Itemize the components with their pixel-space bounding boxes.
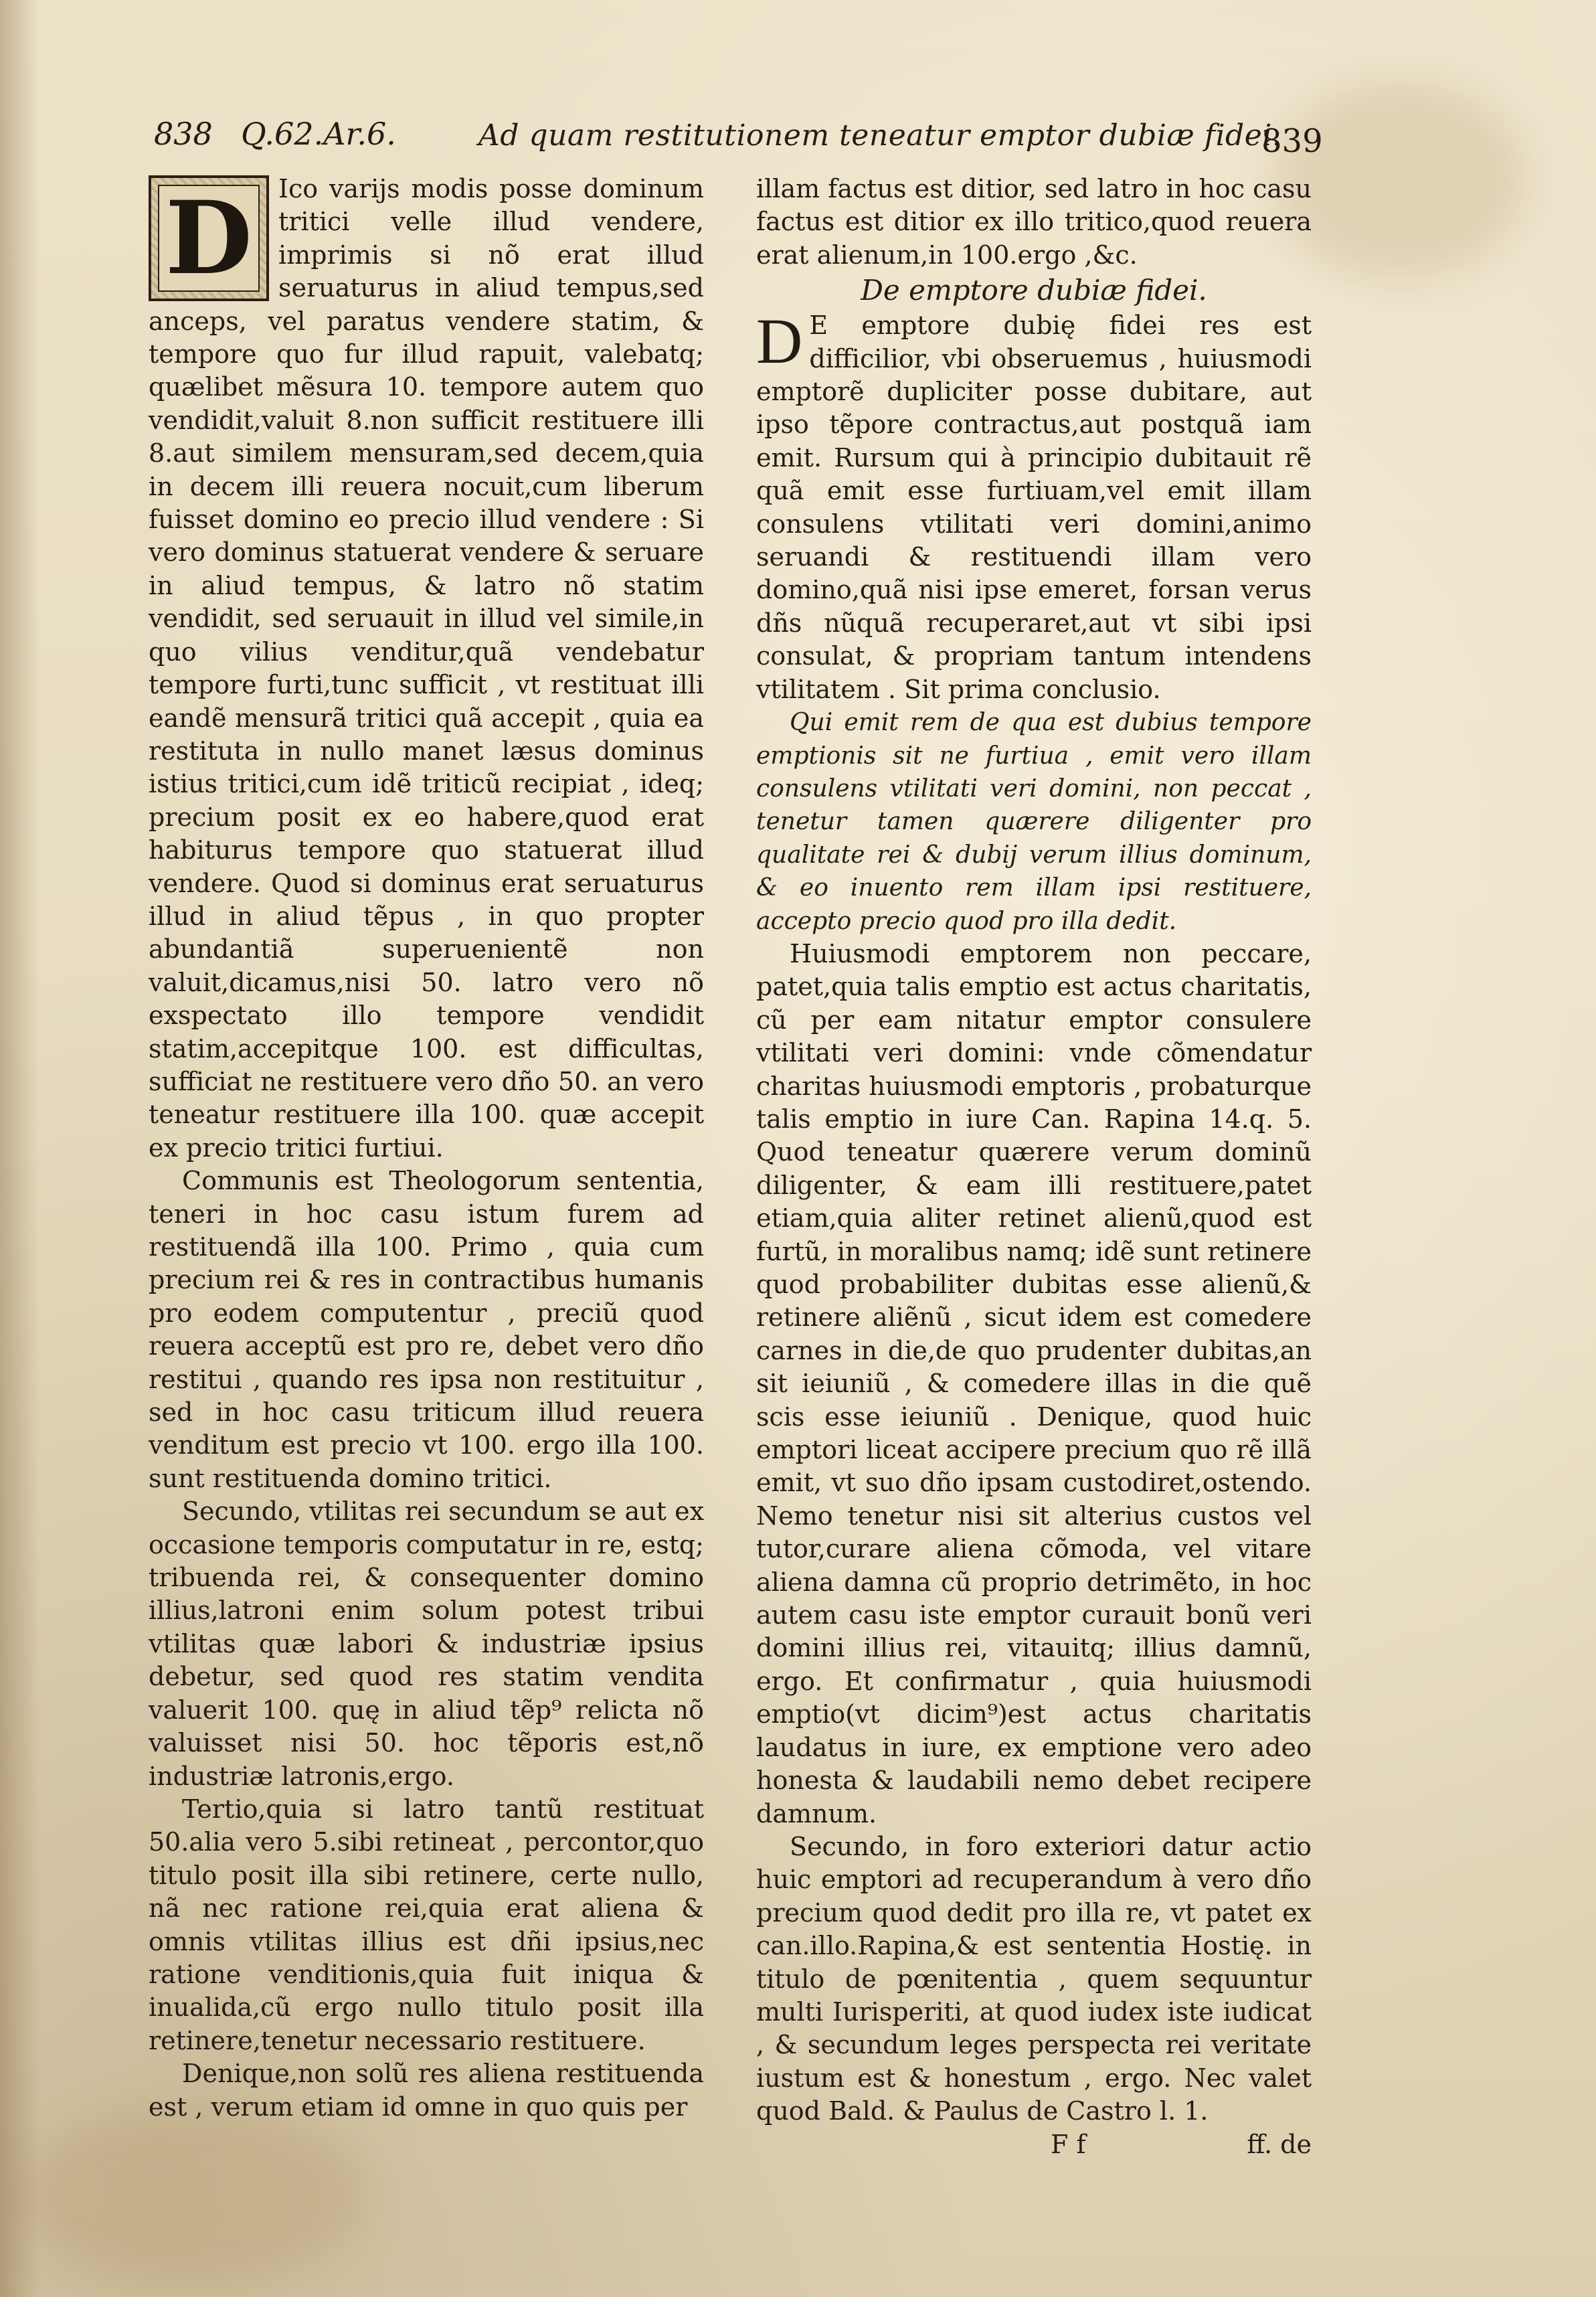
right-column bbox=[756, 173, 1312, 2161]
right-page-number: 839 bbox=[1261, 122, 1323, 160]
conclusion-statement: Qui emit rem de qua est dubius tempore emptionis sit ne furtiua , emit vero illam consulens vtilitati veri domini, non peccat , tenetur tamen quærere diligenter pro qualitate rei & dubij verum illius dominum, & eo inuento rem illam ipsi restituere, accepto precio quod pro illa dedit. bbox=[756, 709, 1312, 935]
catchword: ff. de bbox=[1247, 2129, 1312, 2159]
article-reference: Q.62.Ar.6. bbox=[241, 116, 396, 152]
opening-paragraph bbox=[149, 173, 704, 1165]
signature-mark: F f bbox=[1051, 2129, 1086, 2159]
page-footer bbox=[756, 2128, 1312, 2161]
paragraph: Huiusmodi emptorem non peccare, patet,quia talis emptio est actus charitatis, cũ per eam nitatur emptor consulere vtilitati veri domini: vnde cõmendatur charitas huiusmodi emptoris , probaturque talis emptio in iure Can. Rapina 14.q. 5. Quod teneatur quærere verum dominũ diligenter, & eam illi restituere,patet etiam,quia aliter retinet alienũ,quod est furtũ, in moralibus namq; idẽ sunt retinere quod probabiliter dubitas esse alienũ,& retinere aliẽnũ , sicut idem est comedere carnes in die,de quo prudenter dubitas,an sit ieiuniũ , & comedere illas in die quẽ scis esse ieiuniũ . Denique, quod huic emptori liceat accipere precium quo rẽ illã emit, vt suo dño ipsam custodiret,ostendo. Nemo tenetur nisi sit alterius custos vel tutor,curare aliena cõmoda, vel vitare aliena damna cũ proprio detrimẽto, in hoc autem casu iste emptor curauit bonũ veri domini illius rei, vitauitq; illius damnũ, ergo. Et confirmatur , quia huiusmodi emptio(vt dicim⁹)est actus charitatis laudatus in iure, ex emptione vero adeo honesta & laudabili nemo debet recipere damnum. bbox=[756, 938, 1312, 1828]
running-head bbox=[154, 110, 1323, 164]
paragraph: Denique,non solũ res aliena restituenda est , verum etiam id omne in quo quis per bbox=[149, 2059, 704, 2122]
page-gutter-shadow bbox=[0, 0, 40, 2297]
paragraph: Secundo, in foro exteriori datur actio huic emptori ad recuperandum à vero dño precium quod dedit pro illa re, vt patet ex can.illo.Rapina,& est sententia Hostię. in titulo de pœnitentia , quem sequuntur multi Iurisperiti, at quod iudex iste iudicat , & secundum leges perspecta rei veritate iustum est & honestum , ergo. Nec valet quod Bald. & Paulus de Castro l. 1. bbox=[756, 1831, 1312, 2126]
opening-text: Ico varijs modis posse dominum tritici velle illud vendere, imprimis si nõ erat illud seruaturus in aliud tempus,sed anceps, vel paratus vendere statim, & tempore quo fur illud rapuit, valebatq; quælibet mẽsura 10. tempore autem quo vendidit,valuit 8.non sufficit restituere illi 8.aut similem mensuram,sed decem,quia in decem illi reuera nocuit,cum liberum fuisset domino eo precio illud vendere : Si vero dominus statuerat vendere & seruare in aliud tempus, & latro nõ statim vendidit, sed seruauit in illud vel simile,in quo vilius venditur,quã vendebatur tempore furti,tunc sufficit , vt restituat illi eandẽ mensurã tritici quã accepit , quia ea restituta in nullo manet læsus dominus istius tritici,cum idẽ triticũ recipiat , ideq; precium posit ex eo habere,quod erat habiturus tempore quo statuerat illud vendere. Quod si dominus erat seruaturus illud in aliud tẽpus , in quo propter abundantiã superuenientẽ non valuit,dicamus,nisi 50. latro vero nõ exspectato illo tempore vendidit statim,accepitque 100. est difficultas, sufficiat ne restituere vero dño 50. an vero teneatur restituere illa 100. quæ accepit ex precio tritici furtiui. bbox=[149, 174, 704, 1163]
decorated-initial bbox=[149, 175, 269, 301]
left-page-number: 838 bbox=[154, 116, 213, 152]
initial-letter: D bbox=[756, 305, 803, 377]
initial-letter: D bbox=[158, 185, 260, 292]
section-heading: De emptore dubiæ fidei. bbox=[861, 274, 1207, 307]
continued-paragraph: illam factus est ditior, sed latro in hoc casu factus est ditior ex illo tritico,quod reuera erat alienum,in 100.ergo ,&c. bbox=[756, 174, 1312, 270]
section-opening-paragraph bbox=[756, 305, 1312, 706]
paragraph: Secundo, vtilitas rei secundum se aut ex occasione temporis computatur in re, estq; tribuenda rei, & consequenter domino illius,latroni enim solum potest tribui vtilitas quæ labori & industriæ ipsius debetur, sed quod res statim vendita valuerit 100. quę in aliud tẽp⁹ relicta nõ valuisset nisi 50. hoc tẽporis est,nõ industriæ latronis,ergo. bbox=[149, 1497, 704, 1791]
paragraph: Tertio,quia si latro tantũ restituat 50.alia vero 5.sibi retineat , percontor,quo titulo posit illa sibi retinere, certe nullo, nã nec ratione rei,quia erat aliena & omnis vtilitas illius est dñi ipsius,nec ratione venditionis,quia fuit iniqua & inualida,cũ ergo nullo titulo posit illa retinere,tenetur necessario restituere. bbox=[149, 1794, 704, 2055]
running-title: Ad quam restitutionem teneatur emptor dubiæ fidei. bbox=[478, 118, 1282, 153]
paragraph: Communis est Theologorum sententia, teneri in hoc casu istum furem ad restituendã illa 100. Primo , quia cum precium rei & res in contractibus humanis pro eodem computentur , preciũ quod reuera acceptũ est pro re, debet vero dño restitui , quando res ipsa non restituitur , sed in hoc casu triticum illud reuera venditum est precio vt 100. ergo illa 100. sunt restituenda domino tritici. bbox=[149, 1166, 704, 1493]
age-stain bbox=[20, 2108, 368, 2282]
left-column bbox=[149, 173, 704, 2124]
opening-text: E emptore dubię fidei res est difficilior, vbi obseruemus , huiusmodi emptorẽ dupliciter posse dubitare, aut ipso tẽpore contractus,aut postquã iam emit. Rursum qui à principio dubitauit rẽ quã emit esse furtiuam,vel emit illam consulens vtilitati veri domini,animo seruandi & restituendi illam vero domino,quã nisi ipse emeret, forsan verus dñs nũquã recuperaret,aut vt sibi ipsi consulat, & propriam tantum intendens vtilitatem . Sit prima conclusio. bbox=[756, 311, 1312, 704]
